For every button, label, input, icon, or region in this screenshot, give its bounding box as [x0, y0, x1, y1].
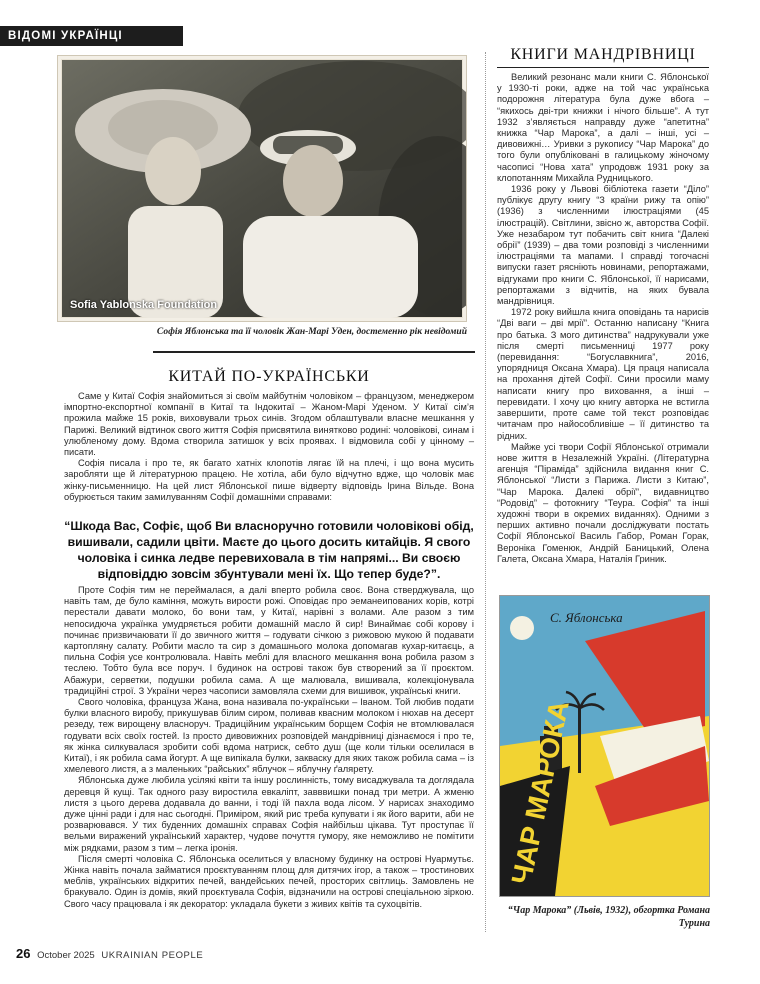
- photo-credit: Sofia Yablonska Foundation: [70, 299, 218, 311]
- magazine-name: UKRAINIAN PEOPLE: [101, 950, 204, 961]
- column-divider: [485, 52, 486, 932]
- paragraph: Проте Софія тим не переймалася, а далі вперто робила своє. Вона стверджувала, що навіть там, де було каміння, можуть вирости рожі. Оповідає про эеманеипованих корів, котрі перестали давати молоко, бо вони там, у Китаї, нарівні з волами. Але разом з тим непосидюча українка умудряється робити домашній масло й сир! Винаймає собі корову і починає призвичаювати її до звичного життя – годувати січкою з рижовою мукою й подавати картопляну салату. Робити масло та сир з домашнього молока допомагав кухар-китаєць, а пильна Софія усе контролювала. Навіть меблі для власного мешкання вона робила разом з теслею. Тобто була всe поруч. І будинок на острові також був створений за її проєктом. Абажури, серветки, подушки робила сама. А ще малювала, вишивала, колекціонувала традиційні строї. З України через часописи замовляла схеми для вишивок, українські книги.: [64, 585, 474, 696]
- couple-photo-illustration: [58, 56, 466, 321]
- page-number: 26: [16, 946, 31, 961]
- couple-photo: [57, 55, 467, 322]
- photo-caption: Софія Яблонська та її чоловік Жан-Марі Уден, достеменно рік невідомий: [156, 327, 467, 337]
- book-cover-author: С. Яблонська: [550, 610, 623, 625]
- book-cover-title: ЧАР МАРОКА: [505, 697, 575, 888]
- paragraph: Софія писала і про те, як багато хатніх клопотів лягає їй на плечі, і що вона мусить заробляти ще й літературною працею. Не хотіла, аби було відчутно вдже, що чоловік має жінку-письменницю. На цей лист Яблонської пише відверту відповідь Ірина Вільде. Вона обурюється таким замилуванням Софії домашніми справами:: [64, 458, 474, 502]
- book-cover-illustration: [500, 596, 709, 896]
- issue-date: October 2025: [37, 950, 95, 961]
- paragraph: Майже усі твори Софії Яблонської отримали нове життя в Незалежній Україні. (Літературна агенція “Піраміда” здійснила видання книг С. Яблонської “Листи з Парижа. Листи з Китаю”, “Чар Марока. Далекі обрії”, видавництво “Родовід” – фотокнигу “Теура. Софія” та інші художні твори в окремих виданнях). Одними з перших активно почали досліджувати постать Софії Яблонської Василь Габор, Роман Горак, Вероніка Гоменюк, Андрій Баницький, Олена Галета, Оксана Хмара, Наталія Гриник.: [497, 441, 709, 564]
- right-heading: КНИГИ МАНДРІВНИЦІ: [510, 46, 696, 63]
- paragraph: Яблонська дуже любила усілякі квіти та іншу рослинність, тому висаджувала та доглядала деревця й кущі. Так одного разу виростила евкаліпт, завввишки понад три метри. А жменю листя з цього дерева додавала до ванни, і тоді їй пахла вода лісом. У нарисах знаходимо дуже цінні ради і для нас сьогодні. Приміром, який рис треба купувати і як його варити, аби не розварювався. У тих буденних домашніх справах Софія найбільш цікава. Тут проступає її вельми виражений український характер, чудове почуття гумору, яке неможливо не помітити між рядками, разом з тим – легка іронія.: [64, 775, 474, 853]
- left-body-text: [64, 585, 474, 910]
- right-body-text: [497, 72, 709, 565]
- paragraph: 1972 року вийшла книга оповідань та нарисів “Дві ваги – дві мрії”. Останню написану “Книга про батька. З мого дитинства” надрукували уже після смерті письменниці 1977 року (перевидання: “Богуславкнига”, 2016, упорядниця Оксана Хмара). Ця праця написала на прохання дітей Софії. Сини просили маму написати книгу про виховання, а інші – перевидати. І хочу цю книгу авторка не встигла завершити, проте саме той текст розповідає читачам про найособливіше – її дитинство та рідних.: [497, 307, 709, 441]
- left-heading-rule: [153, 351, 475, 353]
- paragraph: 1936 року у Львові бібліотека газети “Діло” публікує другу книгу “З країни рижу та опію” (1936) з численними ілюстраціями (45 ілюстрацій). Світлини, звісно ж, авторства Софії. Уже незабаром тут побачить світ книга “Далекі обрії” (1939) – два томи розповіді з численними ілюстраціями та мапами. І справді тогочасні випуски газет рясніють новинами, репортажами, відгуками про книги С. Яблонської, її нарисами, репортажами з відчитів, на яких бувала мандрівниця.: [497, 184, 709, 307]
- section-tag: ВІДОМІ УКРАЇНЦІ: [0, 26, 183, 46]
- paragraph: Після смерті чоловіка С. Яблонська оселиться у власному будинку на острові Нуармутьє. Жінка навіть почала займатися проєктуванням площ для дитячих ігор, а також – тростинових меблів, українських відкритих печей, вандейських печей, простoрих світлиць. Замовлень не бракувало. Один із домів, який проєктувала Софія, відзначили на острові спеціальною зіркою. Свого часу працювала і як декоратор: укладала букети з живих квітів та сухоцвітів.: [64, 853, 474, 909]
- right-heading-rule: [497, 67, 709, 68]
- page-footer: [16, 946, 203, 961]
- paragraph: Великий резонанс мали книги С. Яблонської у 1930-ті роки, адже на той час українська подорожня література була дуже вбога – “якихось дві-три книжки і нічого більше”. А тут 1932 з’являється направду дуже “апетитна” книжка “Чар Марока”, а далі – інші, усі – дивовижні… Уривки з рукопису “Чар Марока” до того були опубліковані в галицькому жіночому часописі “Нова хата” упродовж 1931 року за клопотанням Михайла Рудницького.: [497, 72, 709, 183]
- left-heading: КИТАЙ ПО-УКРАЇНСЬКИ: [168, 368, 370, 385]
- book-cover: [499, 595, 710, 897]
- pull-quote: “Шкода Вас, Софіє, щоб Ви власноручно готовили чоловікові обід, вишивали, садили цвіти. Маєте до цього досить китайців. Я свого чоловіка і синка ледве перевиховала в тім напрямі... Ви своєю відповіддю зовсім збунтували мені їх. Що тепер буде?”.: [64, 519, 474, 581]
- book-cover-caption: “Чар Марока” (Львів, 1932), обгортка Романа Турина: [507, 905, 710, 929]
- paragraph: Свого чоловіка, француза Жана, вона називала по-українськи – Іваном. Той любив подати булки власного виробу, прикушував білим сиром, поливав квасним молоком і нюхав на десерт резеду, теж вирощену власноруч. Традиційним українським борщем Софія не втомлювалася годувати всіх своїх гостей. Із просто дивовижних розповідей мандрівниці дізнаємося і про те, як жінка силкувалася зробити собі вдома натриск, себто душ (ще коли тільки оселилася в Китаї), і як робила сама йогурт. А ще випікала булки, закваску для яких також робила сама – із хмелевого листя, а з маленьких “райських” яблучок – яблучну ґалярету.: [64, 697, 474, 775]
- left-intro-text: [64, 391, 474, 503]
- paragraph: Саме у Китаї Софія знайомиться зі своїм майбутнім чоловіком – французом, менеджером імпортно-експортної компанії в Китаї та Індокитаї – Жаном-Марі Уденом. У Китаї сім’я прожила майже 15 років, виховували трьох синів. Згодом облаштували власне мешкання у Парижі. Великий відтинок свого життя Софія присвятила винятково родині: чоловікові, синам і улюбленому дому. Вдома створила затишок у всіх проявах. І відмовила собі у ціннoму – писати.: [64, 391, 474, 458]
